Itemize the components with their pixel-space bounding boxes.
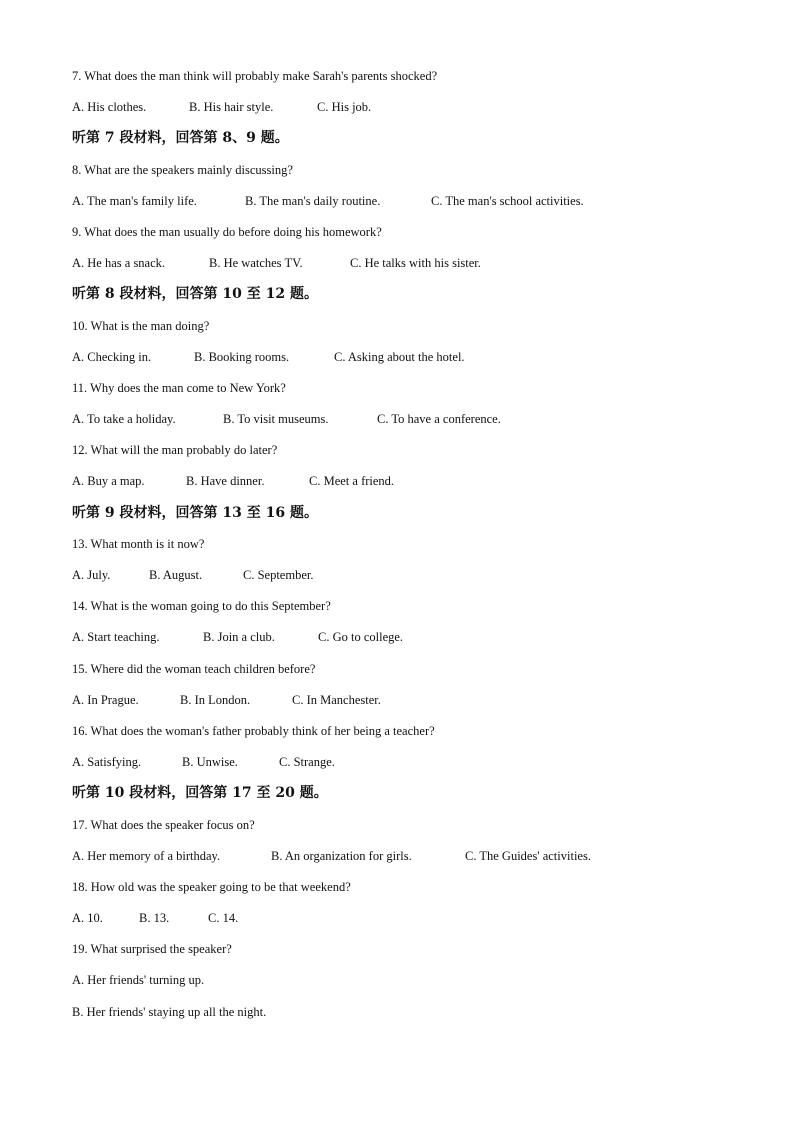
section-heading-7: 听第 7 段材料，回答第 8、9 题。 [72, 130, 289, 147]
option-c: C. The Guides' activities. [465, 848, 591, 863]
question-16: 16. What does the woman's father probably think of her being a teacher? [72, 723, 435, 738]
question-7-options [72, 97, 732, 128]
option-b: B. Unwise. [182, 755, 238, 770]
option-c: C. September. [243, 568, 314, 582]
question-9-options [72, 253, 732, 284]
question-17: 17. What does the speaker focus on? [72, 817, 255, 832]
option-a: A. The man's family life. [72, 193, 197, 208]
question-10: 10. What is the man doing? [72, 318, 210, 333]
option-c: C. To have a conference. [377, 412, 501, 427]
question-19-option-a: A. Her friends' turning up. [72, 973, 205, 988]
option-c: C. He talks with his sister. [350, 256, 481, 271]
section-heading-9: 听第 9 段材料，回答第 13 至 16 题。 [72, 504, 318, 521]
question-18-options [72, 908, 732, 939]
question-7: 7. What does the man think will probably make Sarah's parents shocked? [72, 69, 438, 83]
question-11: 11. Why does the man come to New York? [72, 380, 286, 395]
option-b: B. August. [149, 568, 203, 582]
option-a: A. Checking in. [72, 349, 152, 364]
section-heading-8: 听第 8 段材料，回答第 10 至 12 题。 [72, 286, 318, 303]
option-b: B. Booking rooms. [194, 349, 290, 364]
question-13: 13. What month is it now? [72, 536, 205, 551]
question-11-options [72, 409, 732, 440]
option-b: B. In London. [180, 692, 251, 707]
question-18: 18. How old was the speaker going to be that weekend? [72, 879, 351, 894]
question-15-options [72, 690, 732, 721]
question-15: 15. Where did the woman teach children before? [72, 661, 316, 676]
question-16-options [72, 752, 732, 783]
option-b: B. 13. [139, 911, 170, 926]
question-13-options [72, 565, 732, 596]
option-a: A. Start teaching. [72, 630, 160, 645]
option-c: C. Strange. [279, 755, 335, 770]
option-c: C. His job. [317, 100, 372, 115]
option-b: B. The man's daily routine. [245, 193, 381, 208]
option-a: A. 10. [72, 911, 103, 926]
option-c: C. The man's school activities. [431, 193, 584, 208]
option-a: A. Her memory of a birthday. [72, 848, 221, 863]
option-a: A. He has a snack. [72, 256, 166, 271]
option-b: B. He watches TV. [209, 256, 303, 271]
question-8-options [72, 191, 732, 222]
option-a: A. His clothes. [72, 100, 147, 115]
question-14-options [72, 627, 732, 658]
option-c: C. Meet a friend. [309, 474, 395, 489]
option-a: A. To take a holiday. [72, 412, 176, 427]
question-9: 9. What does the man usually do before doing his homework? [72, 224, 382, 239]
option-c: C. Asking about the hotel. [334, 349, 465, 364]
question-10-options [72, 347, 732, 378]
question-8: 8. What are the speakers mainly discussing? [72, 162, 293, 177]
exam-page [72, 66, 732, 1033]
question-14: 14. What is the woman going to do this September? [72, 599, 331, 614]
option-c: C. In Manchester. [292, 692, 381, 707]
question-17-options [72, 846, 732, 877]
question-19-option-b: B. Her friends' staying up all the night. [72, 1004, 267, 1019]
question-19: 19. What surprised the speaker? [72, 942, 232, 957]
option-b: B. Join a club. [203, 630, 275, 645]
option-c: C. 14. [208, 911, 239, 926]
option-b: B. An organization for girls. [271, 848, 412, 863]
option-a: A. July. [72, 568, 111, 582]
option-b: B. To visit museums. [223, 412, 329, 427]
option-b: B. Have dinner. [186, 474, 265, 489]
question-12: 12. What will the man probably do later? [72, 443, 278, 458]
question-12-options [72, 471, 732, 502]
option-c: C. Go to college. [318, 630, 404, 645]
option-b: B. His hair style. [189, 100, 274, 115]
option-a: A. Buy a map. [72, 474, 145, 489]
option-a: A. Satisfying. [72, 755, 142, 770]
option-a: A. In Prague. [72, 692, 139, 707]
section-heading-10: 听第 10 段材料，回答第 17 至 20 题。 [72, 785, 328, 802]
